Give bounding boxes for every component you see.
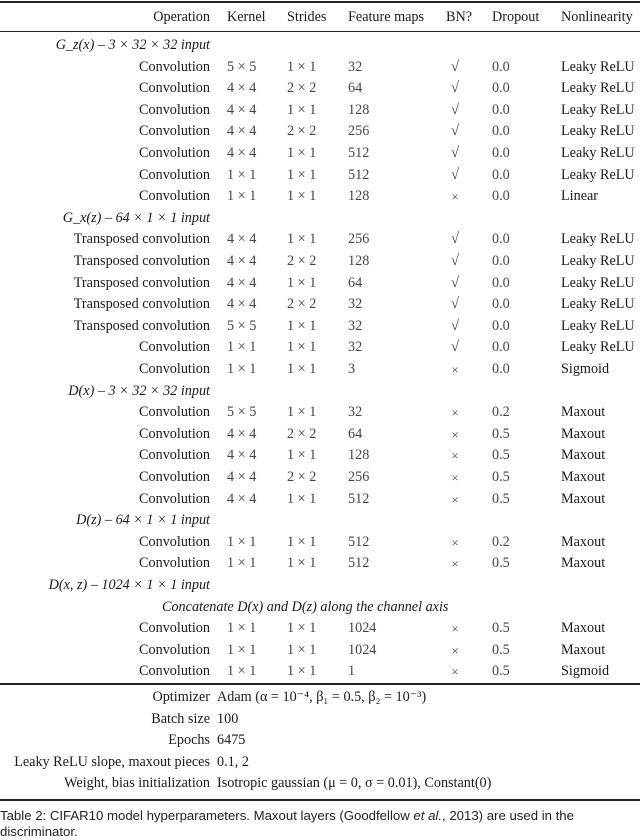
checkmark-icon: √ (450, 80, 460, 97)
table-row (0, 467, 640, 488)
nonlinearity-cell: Maxout (561, 641, 606, 658)
kernel-cell: 4 × 4 (227, 145, 257, 161)
section-title-text: G_x(z) – 64 × 1 × 1 input (62, 209, 210, 226)
operation-cell: Convolution (139, 361, 210, 377)
dropout-cell: 0.0 (492, 145, 510, 161)
nonlinearity-cell: Sigmoid (561, 663, 610, 680)
section-note (0, 597, 640, 618)
dropout-cell: 0.0 (492, 339, 510, 356)
caption-suffix: , 2013) are used in the discriminator. (0, 808, 574, 839)
checkmark-icon: √ (450, 253, 460, 269)
cross-icon: × (451, 491, 459, 507)
strides-cell: 1 × 1 (287, 188, 317, 205)
hyperparameter-value: Adam (α = 10⁻⁴, β₁ = 0.5, β₂ = 10⁻³) (217, 689, 427, 705)
nonlinearity-cell: Leaky ReLU (561, 274, 635, 291)
table-row (0, 553, 640, 574)
nonlinearity-cell: Maxout (561, 425, 606, 442)
feature-maps-cell: 512 (348, 490, 370, 507)
operation-cell: Convolution (139, 188, 210, 205)
nonlinearity-cell: Leaky ReLU (561, 123, 635, 140)
section-title-text: D(x) – 3 × 32 × 32 input (68, 382, 210, 399)
checkmark-icon: √ (450, 339, 460, 356)
cross-icon: × (451, 556, 459, 572)
strides-cell: 2 × 2 (287, 469, 317, 485)
header-rule (0, 31, 640, 32)
cross-icon: × (451, 448, 459, 464)
table-row (0, 402, 640, 423)
table-row (0, 229, 640, 250)
feature-maps-cell: 256 (348, 469, 370, 485)
kernel-cell: 1 × 1 (227, 641, 257, 658)
strides-cell: 1 × 1 (287, 641, 317, 658)
cross-icon: × (451, 405, 459, 421)
dropout-cell: 0.2 (492, 404, 510, 421)
table-row (0, 489, 640, 510)
bottom-rule (0, 799, 640, 801)
feature-maps-cell: 1024 (348, 620, 377, 637)
feature-maps-cell: 32 (348, 339, 363, 356)
table-header (0, 7, 640, 28)
nonlinearity-cell: Maxout (561, 555, 606, 572)
hyperparameter-row (0, 730, 640, 751)
feature-maps-cell: 128 (348, 447, 370, 464)
section-title (0, 381, 640, 402)
operation-cell: Transposed convolution (73, 231, 210, 248)
strides-cell: 2 × 2 (287, 123, 317, 140)
strides-cell: 1 × 1 (287, 317, 317, 334)
strides-cell: 1 × 1 (287, 101, 317, 118)
table-row (0, 316, 640, 337)
nonlinearity-cell: Leaky ReLU (561, 253, 635, 269)
strides-cell: 1 × 1 (287, 145, 317, 161)
checkmark-icon: √ (450, 123, 460, 140)
checkmark-icon: √ (450, 101, 460, 118)
top-rule (0, 1, 640, 3)
hyperparameter-label: Epochs (168, 732, 210, 749)
strides-cell: 1 × 1 (287, 533, 317, 550)
dropout-cell: 0.0 (492, 101, 510, 118)
section-title-text: D(z) – 64 × 1 × 1 input (76, 512, 210, 529)
kernel-cell: 5 × 5 (227, 404, 257, 421)
nonlinearity-cell: Leaky ReLU (561, 145, 635, 161)
header-kernel: Kernel (227, 9, 266, 25)
operation-cell: Convolution (139, 469, 210, 485)
table-row (0, 532, 640, 553)
strides-cell: 1 × 1 (287, 447, 317, 464)
strides-cell: 1 × 1 (287, 58, 317, 75)
feature-maps-cell: 32 (348, 404, 363, 421)
feature-maps-cell: 32 (348, 296, 363, 313)
kernel-cell: 4 × 4 (227, 101, 257, 118)
dropout-cell: 0.5 (492, 620, 510, 637)
hyperparameter-value: 100 (217, 710, 239, 727)
hyperparameter-label: Batch size (151, 710, 210, 727)
nonlinearity-cell: Maxout (561, 620, 606, 637)
strides-cell: 2 × 2 (287, 296, 317, 313)
header-bn: BN? (446, 9, 473, 25)
kernel-cell: 4 × 4 (227, 231, 257, 248)
kernel-cell: 4 × 4 (227, 253, 257, 269)
strides-cell: 1 × 1 (287, 620, 317, 637)
section-title (0, 208, 640, 229)
table-row (0, 100, 640, 121)
feature-maps-cell: 128 (348, 188, 370, 205)
section-title (0, 510, 640, 531)
operation-cell: Convolution (139, 663, 210, 680)
operation-cell: Convolution (139, 123, 210, 140)
dropout-cell: 0.0 (492, 80, 510, 97)
header-operation: Operation (153, 9, 210, 25)
kernel-cell: 4 × 4 (227, 490, 257, 507)
nonlinearity-cell: Leaky ReLU (561, 101, 635, 118)
kernel-cell: 4 × 4 (227, 123, 257, 140)
hyperparameter-row (0, 709, 640, 730)
operation-cell: Convolution (139, 425, 210, 442)
strides-cell: 1 × 1 (287, 404, 317, 421)
dropout-cell: 0.0 (492, 188, 510, 205)
feature-maps-cell: 64 (348, 80, 363, 97)
feature-maps-cell: 32 (348, 58, 363, 75)
feature-maps-cell: 256 (348, 123, 370, 140)
nonlinearity-cell: Leaky ReLU (561, 339, 635, 356)
header-dropout: Dropout (492, 9, 540, 25)
strides-cell: 1 × 1 (287, 274, 317, 291)
kernel-cell: 4 × 4 (227, 274, 257, 291)
operation-cell: Transposed convolution (73, 274, 210, 291)
dropout-cell: 0.5 (492, 555, 510, 572)
kernel-cell: 4 × 4 (227, 296, 257, 313)
checkmark-icon: √ (450, 296, 460, 313)
feature-maps-cell: 64 (348, 274, 363, 291)
dropout-cell: 0.5 (492, 469, 510, 485)
kernel-cell: 5 × 5 (227, 58, 257, 75)
operation-cell: Convolution (139, 166, 210, 183)
dropout-cell: 0.0 (492, 253, 510, 269)
cross-icon: × (451, 534, 459, 550)
checkmark-icon: √ (450, 317, 460, 334)
concat-note: Concatenate D(x) and D(z) along the channel axis (162, 598, 449, 615)
table-row (0, 661, 640, 682)
table-caption (0, 808, 640, 840)
hyperparameter-row (0, 752, 640, 773)
section-title-text: G_z(x) – 3 × 32 × 32 input (55, 37, 210, 53)
feature-maps-cell: 256 (348, 231, 370, 248)
dropout-cell: 0.5 (492, 447, 510, 464)
mid-rule (0, 683, 640, 685)
nonlinearity-cell: Linear (561, 188, 599, 205)
cross-icon: × (451, 470, 459, 485)
feature-maps-cell: 512 (348, 166, 370, 183)
table-row (0, 640, 640, 661)
kernel-cell: 4 × 4 (227, 425, 257, 442)
checkmark-icon: √ (450, 166, 460, 183)
dropout-cell: 0.0 (492, 296, 510, 313)
kernel-cell: 1 × 1 (227, 663, 257, 680)
strides-cell: 2 × 2 (287, 253, 317, 269)
table-row (0, 445, 640, 466)
table-row (0, 57, 640, 78)
hyperparameter-value: Isotropic gaussian (μ = 0, σ = 0.01), Constant(0) (217, 775, 492, 792)
nonlinearity-cell: Leaky ReLU (561, 166, 635, 183)
operation-cell: Convolution (139, 555, 210, 572)
operation-cell: Convolution (139, 404, 210, 421)
operation-cell: Transposed convolution (73, 253, 210, 269)
strides-cell: 2 × 2 (287, 80, 317, 97)
section-title (0, 35, 640, 56)
feature-maps-cell: 512 (348, 555, 370, 572)
hyperparameter-row (0, 687, 640, 708)
feature-maps-cell: 1 (348, 663, 356, 680)
table-row (0, 424, 640, 445)
kernel-cell: 4 × 4 (227, 469, 257, 485)
checkmark-icon: √ (450, 231, 460, 248)
dropout-cell: 0.0 (492, 58, 510, 75)
operation-cell: Convolution (139, 339, 210, 356)
cross-icon: × (451, 664, 459, 680)
strides-cell: 1 × 1 (287, 339, 317, 356)
dropout-cell: 0.0 (492, 274, 510, 291)
strides-cell: 1 × 1 (287, 166, 317, 183)
table-row (0, 165, 640, 186)
dropout-cell: 0.0 (492, 317, 510, 334)
strides-cell: 1 × 1 (287, 555, 317, 572)
nonlinearity-cell: Sigmoid (561, 361, 610, 377)
dropout-cell: 0.0 (492, 231, 510, 248)
caption-etal: et al. (413, 808, 442, 823)
dropout-cell: 0.5 (492, 663, 510, 680)
strides-cell: 1 × 1 (287, 490, 317, 507)
dropout-cell: 0.0 (492, 361, 510, 377)
header-strides: Strides (287, 9, 327, 25)
kernel-cell: 1 × 1 (227, 555, 257, 572)
checkmark-icon: √ (450, 58, 460, 75)
kernel-cell: 5 × 5 (227, 317, 257, 334)
nonlinearity-cell: Leaky ReLU (561, 58, 635, 75)
operation-cell: Convolution (139, 58, 210, 75)
nonlinearity-cell: Maxout (561, 469, 606, 485)
checkmark-icon: √ (450, 274, 460, 291)
header-nonlinearity: Nonlinearity (561, 9, 633, 25)
operation-cell: Convolution (139, 620, 210, 637)
operation-cell: Convolution (139, 641, 210, 658)
cross-icon: × (451, 362, 459, 377)
table-row (0, 294, 640, 315)
nonlinearity-cell: Leaky ReLU (561, 80, 635, 97)
nonlinearity-cell: Maxout (561, 533, 606, 550)
nonlinearity-cell: Leaky ReLU (561, 296, 635, 313)
feature-maps-cell: 128 (348, 253, 370, 269)
hyperparameter-row (0, 773, 640, 794)
hyperparameter-label: Weight, bias initialization (64, 775, 210, 792)
dropout-cell: 0.5 (492, 425, 510, 442)
table-row (0, 337, 640, 358)
kernel-cell: 1 × 1 (227, 166, 257, 183)
strides-cell: 1 × 1 (287, 663, 317, 680)
nonlinearity-cell: Maxout (561, 447, 606, 464)
feature-maps-cell: 512 (348, 145, 370, 161)
table-row (0, 121, 640, 142)
kernel-cell: 4 × 4 (227, 447, 257, 464)
cross-icon: × (451, 642, 459, 658)
feature-maps-cell: 1024 (348, 641, 377, 658)
hyperparameter-label: Optimizer (152, 689, 210, 705)
kernel-cell: 1 × 1 (227, 188, 257, 205)
feature-maps-cell: 3 (348, 361, 356, 377)
dropout-cell: 0.0 (492, 166, 510, 183)
table-row (0, 618, 640, 639)
cross-icon: × (451, 621, 459, 637)
header-feature-maps: Feature maps (348, 9, 425, 25)
cross-icon: × (451, 426, 459, 442)
operation-cell: Transposed convolution (73, 317, 210, 334)
strides-cell: 1 × 1 (287, 231, 317, 248)
operation-cell: Transposed convolution (73, 296, 210, 313)
operation-cell: Convolution (139, 80, 210, 97)
table-row (0, 251, 640, 272)
table-row (0, 143, 640, 164)
dropout-cell: 0.2 (492, 533, 510, 550)
kernel-cell: 1 × 1 (227, 361, 257, 377)
operation-cell: Convolution (139, 145, 210, 161)
table-row (0, 186, 640, 207)
kernel-cell: 4 × 4 (227, 80, 257, 97)
table-row (0, 273, 640, 294)
operation-cell: Convolution (139, 490, 210, 507)
dropout-cell: 0.0 (492, 123, 510, 140)
feature-maps-cell: 128 (348, 101, 370, 118)
caption-prefix: Table 2: CIFAR10 model hyperparameters. Maxout layers (Goodfellow (0, 808, 414, 823)
feature-maps-cell: 512 (348, 533, 370, 550)
operation-cell: Convolution (139, 447, 210, 464)
kernel-cell: 1 × 1 (227, 620, 257, 637)
table-row (0, 78, 640, 99)
feature-maps-cell: 64 (348, 425, 363, 442)
hyperparameter-label: Leaky ReLU slope, maxout pieces (14, 753, 210, 770)
hyperparameter-value: 0.1, 2 (217, 753, 249, 770)
nonlinearity-cell: Leaky ReLU (561, 231, 635, 248)
strides-cell: 2 × 2 (287, 425, 317, 442)
dropout-cell: 0.5 (492, 490, 510, 507)
table-row (0, 359, 640, 380)
operation-cell: Convolution (139, 101, 210, 118)
nonlinearity-cell: Maxout (561, 490, 606, 507)
nonlinearity-cell: Maxout (561, 404, 606, 421)
feature-maps-cell: 32 (348, 317, 363, 334)
hyperparameter-value: 6475 (217, 732, 246, 749)
checkmark-icon: √ (450, 145, 460, 161)
nonlinearity-cell: Leaky ReLU (561, 317, 635, 334)
operation-cell: Convolution (139, 533, 210, 550)
section-title-text: D(x, z) – 1024 × 1 × 1 input (48, 577, 210, 593)
kernel-cell: 1 × 1 (227, 339, 257, 356)
dropout-cell: 0.5 (492, 641, 510, 658)
section-title (0, 575, 640, 596)
kernel-cell: 1 × 1 (227, 533, 257, 550)
cross-icon: × (451, 189, 459, 205)
strides-cell: 1 × 1 (287, 361, 317, 377)
